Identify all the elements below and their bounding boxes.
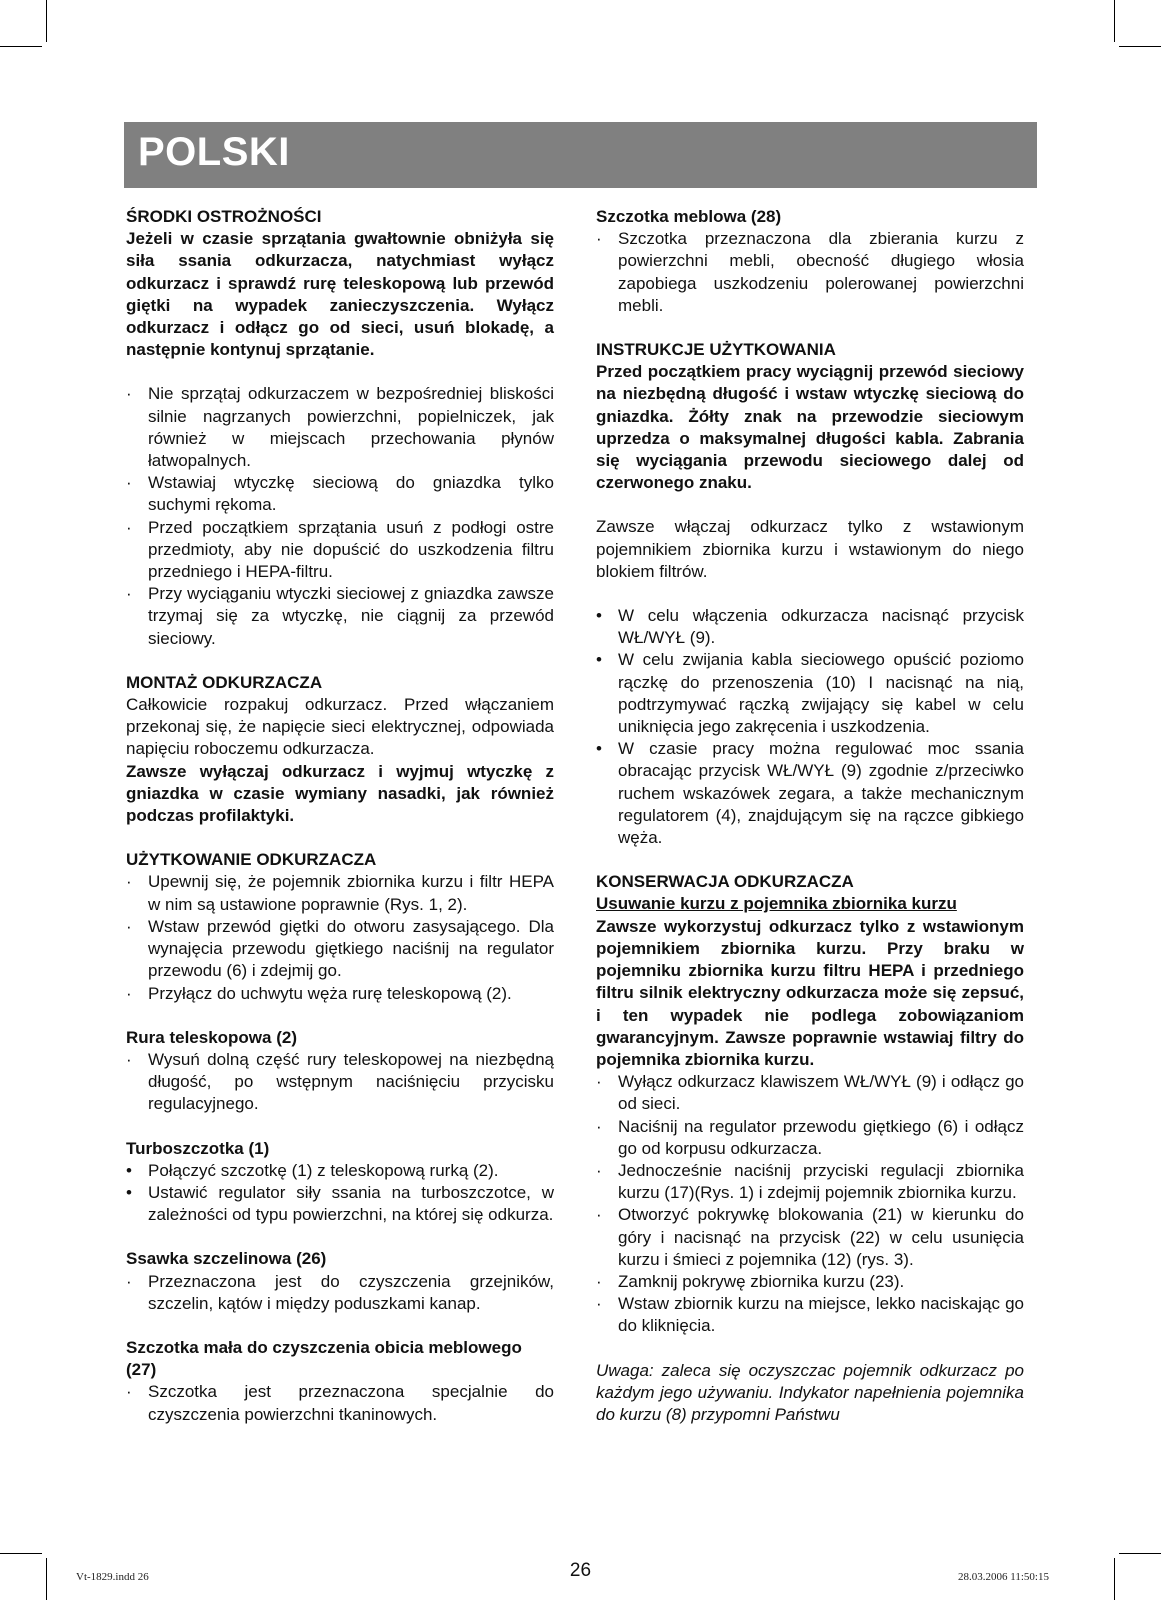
list-item-text: Naciśnij na regulator przewodu giętkiego (6) i odłącz go od korpusu odkurzacza.: [618, 1116, 1024, 1158]
bullet-marker: ·: [596, 1160, 602, 1180]
bullet-marker: ·: [126, 473, 132, 493]
section-heading: ŚRODKI OSTROŻNOŚCI: [126, 207, 322, 226]
section: [126, 849, 554, 1004]
bullet-marker: ·: [126, 517, 132, 537]
list-item-text: Przeznaczona jest do czyszczenia grzejników, szczelin, kątów i między poduszkami kanap.: [148, 1271, 554, 1313]
list-item: [126, 1182, 554, 1226]
list-item-text: Upewnij się, że pojemnik zbiornika kurzu i filtr HEPA w nim są ustawione poprawnie (Rys. 1, 2).: [148, 872, 554, 914]
list-item: [596, 228, 1024, 317]
section: [596, 871, 1024, 1337]
bullet-marker: •: [596, 606, 602, 626]
bullet-marker: ·: [126, 584, 132, 604]
crop-mark: [1119, 46, 1161, 47]
bullet-marker: ·: [126, 1382, 132, 1402]
section: [596, 516, 1024, 583]
language-banner: [124, 122, 1037, 188]
list-item-text: Otworzyć pokrywkę blokowania (21) w kierunku do góry i nacisnąć na przycisk (22) w celu usunięcia kurzu i śmieci z pojemnika (12) (rys. 3).: [618, 1205, 1024, 1269]
section-heading: UŻYTKOWANIE ODKURZACZA: [126, 850, 377, 870]
footer-timestamp: 28.03.2006 11:50:15: [958, 1571, 1049, 1583]
bullet-marker: ·: [126, 983, 132, 1003]
section-heading: INSTRUKCJE UŻYTKOWANIA: [596, 340, 836, 360]
bullet-marker: •: [596, 739, 602, 759]
page-title: POLSKI: [138, 130, 290, 174]
bullet-marker: ·: [596, 1205, 602, 1225]
section-heading: Rura teleskopowa (2): [126, 1027, 297, 1047]
section: [126, 383, 554, 649]
list-item: [126, 871, 554, 915]
list-item: [596, 1271, 1024, 1293]
right-column: [596, 206, 1024, 1448]
section: [126, 672, 554, 827]
list-item: [126, 916, 554, 983]
section-heading: Szczotka mała do czyszczenia obicia meblowego (27): [126, 1337, 522, 1380]
list-item: [126, 1271, 554, 1315]
section: [596, 1360, 1024, 1427]
list-item-text: Szczotka jest przeznaczona specjalnie do czyszczenia powierzchni tkaninowych.: [148, 1382, 554, 1424]
section: [126, 1138, 554, 1227]
warning-paragraph: Przed początkiem pracy wyciągnij przewód sieciowy na niezbędną długość i wstaw wtyczkę sieciową do gniazdka. Żółty znak na przewodzie sieciowym uprzedza o maksymalnej długości kabla. Zabrania się wyciągania przewodu sieciowego dalej od czerwonego znaku.: [596, 362, 1024, 493]
list-item: [126, 517, 554, 584]
bullet-marker: ·: [126, 384, 132, 404]
bullet-marker: •: [126, 1182, 132, 1202]
list-item: [126, 383, 554, 472]
bullet-marker: ·: [596, 1116, 602, 1136]
list-item: [596, 738, 1024, 849]
left-column: [126, 206, 554, 1448]
crop-mark: [0, 1553, 42, 1554]
list-item: [126, 472, 554, 516]
crop-mark: [1119, 1553, 1161, 1554]
list-item-text: Przy wyciąganiu wtyczki sieciowej z gniazdka zawsze trzymaj się za wtyczkę, nie ciągnij za przewód sieciowy.: [148, 584, 554, 648]
list-item: [596, 649, 1024, 738]
section: [126, 1337, 554, 1426]
list-item-text: Przed początkiem sprzątania usuń z podłogi ostre przedmioty, aby nie dopuścić do uszkodzenia filtru przedniego i HEPA-filtru.: [148, 517, 554, 582]
bullet-marker: ·: [126, 1049, 132, 1069]
list-item-text: Wstaw przewód giętki do otworu zasysającego. Dla wynajęcia przewodu giętkiego naciśnij na regulator przewodu (6) i zdejmij go.: [148, 916, 554, 981]
section-heading: KONSERWACJA ODKURZACZA: [596, 872, 854, 892]
paragraph: Zawsze włączaj odkurzacz tylko z wstawionym pojemnikiem zbiornika kurzu i wstawionym do niego blokiem filtrów.: [596, 517, 1024, 581]
bullet-marker: ·: [126, 916, 132, 936]
bullet-marker: ·: [126, 872, 132, 892]
subheading: Usuwanie kurzu z pojemnika zbiornika kurzu: [596, 894, 957, 914]
list-item-text: Wstawiaj wtyczkę sieciową do gniazdka tylko suchymi rękoma.: [148, 473, 554, 515]
bullet-marker: ·: [596, 1294, 602, 1314]
list-item: [126, 583, 554, 650]
warning-paragraph: Jeżeli w czasie sprzątania gwałtownie obniżyła się siła ssania odkurzacza, natychmiast wyłącz odkurzacz i sprawdź rurę teleskopową lub przewód giętki na wypadek zanieczyszczenia. Wyłącz odkurzacz i odłącz go od sieci, usuń blokadę, a następnie kontynuj sprzątanie.: [126, 229, 554, 360]
section-heading: MONTAŻ ODKURZACZA: [126, 672, 323, 692]
list-item-text: Wysuń dolną część rury teleskopowej na niezbędną długość, po wstępnym naciśnięciu przycisku regulacyjnego.: [148, 1049, 554, 1114]
bullet-marker: ·: [596, 1271, 602, 1291]
bullet-marker: ·: [126, 1271, 132, 1291]
section: [596, 339, 1024, 494]
section-heading: Ssawka szczelinowa (26): [126, 1249, 327, 1269]
section-heading: Szczotka meblowa (28): [596, 207, 782, 226]
section-heading: Turboszczotka (1): [126, 1138, 270, 1158]
list-item-text: Szczotka przeznaczona dla zbierania kurzu z powierzchni mebli, obecność długiego włosia zapobiega uszkodzeniu polerowanej powierzchni mebli.: [618, 229, 1024, 315]
page-number: 26: [569, 1560, 592, 1581]
list-item: [596, 1071, 1024, 1115]
bullet-marker: •: [126, 1160, 132, 1180]
list-item-text: Połączyć szczotkę (1) z teleskopową rurką (2).: [148, 1160, 499, 1180]
section: [126, 206, 554, 361]
list-item-text: Jednocześnie naciśnij przyciski regulacji zbiornika kurzu (17)(Rys. 1) i zdejmij pojemnik zbiornika kurzu.: [618, 1160, 1024, 1203]
crop-mark: [1114, 0, 1115, 42]
section: [596, 206, 1024, 317]
bullet-marker: ·: [596, 1072, 602, 1092]
section: [126, 1027, 554, 1116]
list-item: [596, 1204, 1024, 1271]
list-item-text: Ustawić regulator siły ssania na turboszczotce, w zależności od typu powierzchni, na której się odkurza.: [148, 1182, 554, 1225]
bullet-marker: •: [596, 650, 602, 670]
bullet-marker: ·: [596, 229, 602, 249]
list-item: [126, 983, 554, 1005]
list-item: [596, 1293, 1024, 1337]
list-item-text: Przyłącz do uchwytu węża rurę teleskopową (2).: [148, 983, 512, 1003]
crop-mark: [0, 46, 42, 47]
warning-paragraph: Zawsze wykorzystuj odkurzacz tylko z wstawionym pojemnikiem zbiornika kurzu. Przy braku w pojemniku zbiornika kurzu filtru HEPA i przedniego filtru silnik elektryczny odkurzacza może się zepsuć, i ten wypadek nie podlega zobowiązaniom gwarancyjnym. Zawsze poprawnie wstawiaj filtry do pojemnika zbiornika kurzu.: [596, 916, 1024, 1069]
paragraph: Całkowicie rozpakuj odkurzacz. Przed włączaniem przekonaj się, że napięcie sieci elektrycznej, odpowiada napięciu roboczemu odkurzacza.: [126, 695, 554, 759]
list-item: [596, 605, 1024, 649]
note-paragraph: Uwaga: zaleca się oczyszczac pojemnik odkurzacz po każdym jego używaniu. Indykator napełnienia pojemnika do kurzu (8) przypomni Państwu: [596, 1360, 1024, 1424]
section: [126, 1248, 554, 1315]
crop-mark: [46, 0, 47, 42]
list-item-text: Nie sprzątaj odkurzaczem w bezpośredniej bliskości silnie nagrzanych powierzchni, popielniczek, jak również w miejscach przechowania płynów łatwopalnych.: [148, 384, 554, 471]
list-item-text: Wyłącz odkurzacz klawiszem WŁ/WYŁ (9) i odłącz go od sieci.: [618, 1072, 1024, 1114]
list-item-text: W czasie pracy można regulować moc ssania obracając przycisk WŁ/WYŁ (9) zgodnie z/przeciwko ruchem wskazówek zegara, a także mechanicznym regulatorem (4), znajdującym się na rączce gibkiego węża.: [618, 739, 1024, 848]
list-item: [596, 1116, 1024, 1160]
list-item-text: Wstaw zbiornik kurzu na miejsce, lekko naciskając go do kliknięcia.: [618, 1294, 1024, 1336]
list-item-text: W celu włączenia odkurzacza nacisnąć przycisk WŁ/WYŁ (9).: [618, 606, 1024, 648]
section: [596, 605, 1024, 849]
list-item-text: W celu zwijania kabla sieciowego opuścić poziomo rączkę do przenoszenia (10) I nacisnąć na nią, podtrzymywać rączką zwijający się kabel w celu uniknięcia jego zakręcenia i uszkodzenia.: [618, 650, 1024, 737]
list-item: [126, 1049, 554, 1116]
footer-file-info: Vt-1829.indd 26: [76, 1571, 149, 1583]
warning-paragraph: Zawsze wyłączaj odkurzacz i wyjmuj wtyczkę z gniazdka w czasie wymiany nasadki, jak również podczas profilaktyki.: [126, 761, 554, 826]
list-item: [126, 1160, 554, 1182]
list-item-text: Zamknij pokrywę zbiornika kurzu (23).: [618, 1271, 905, 1291]
list-item: [596, 1160, 1024, 1204]
list-item: [126, 1381, 554, 1425]
